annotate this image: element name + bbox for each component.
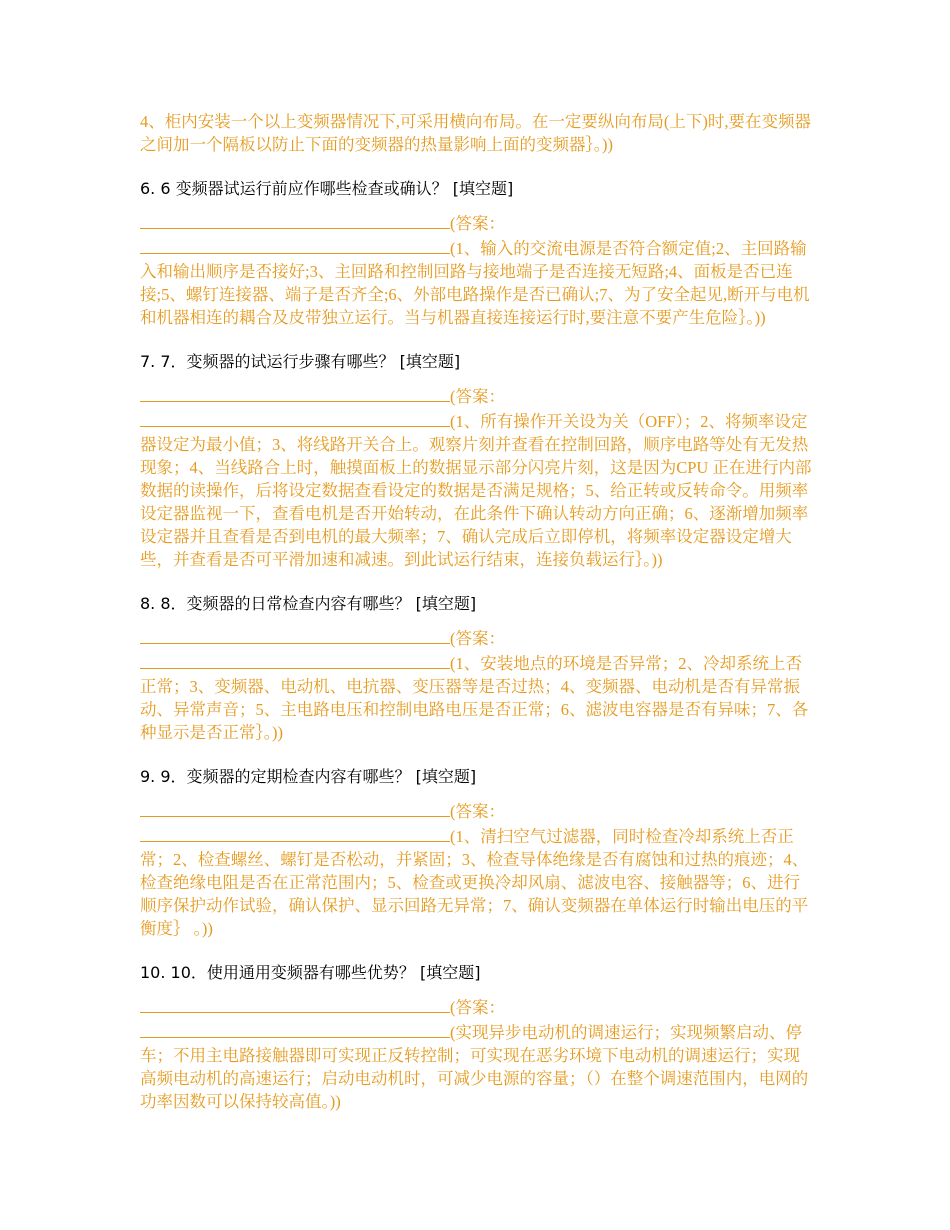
question-title: 9. 9．变频器的定期检查内容有哪些？ [填空题]	[140, 767, 477, 786]
answer-blank[interactable]	[140, 235, 450, 254]
answer-blank[interactable]	[140, 210, 450, 229]
question-title: 10. 10．使用通用变频器有哪些优势？ [填空题]	[140, 963, 481, 982]
document-content	[140, 110, 812, 1113]
answer-blank[interactable]	[140, 823, 450, 842]
answer-blank[interactable]	[140, 650, 450, 669]
answer-block	[140, 625, 812, 744]
answer-block	[140, 798, 812, 940]
question-block	[140, 766, 812, 940]
question-block	[140, 351, 812, 571]
answer-label-line	[140, 210, 812, 235]
answer-blank[interactable]	[140, 408, 450, 427]
question-title: 8. 8．变频器的日常检查内容有哪些？ [填空题]	[140, 594, 477, 613]
answer-block	[140, 994, 812, 1113]
question-title: 7. 7．变频器的试运行步骤有哪些？ [填空题]	[140, 352, 461, 371]
question-block	[140, 962, 812, 1113]
answer-label: (答案：	[450, 629, 505, 648]
intro-paragraph: 4、柜内安装一个以上变频器情况下,可采用横向布局。在一定要纵向布局(上下)时,要在变频器之间加一个隔板以防止下面的变频器的热量影响上面的变频器｝。))	[140, 112, 811, 154]
answer-label-line	[140, 798, 812, 823]
answer-blank[interactable]	[140, 383, 450, 402]
answer-block	[140, 383, 812, 571]
question-block	[140, 178, 812, 329]
answer-text: (1、输入的交流电源是否符合额定值;2、主回路输入和输出顺序是否接好;3、主回路和控制回路与接地端子是否连接无短路;4、面板是否已连接;5、螺钉连接器、端子是否齐全;6、外部电路操作是否已确认;7、为了安全起见,断开与电机和机器相连的耦合及皮带独立运行。当与机器直接连接运行时,要注意不要产生危险｝。))	[140, 239, 810, 327]
answer-label-line	[140, 383, 812, 408]
answer-label-line	[140, 994, 812, 1019]
answer-blank[interactable]	[140, 994, 450, 1013]
answer-text: (1、安装地点的环境是否异常；2、冷却系统上否正常；3、变频器、电动机、电抗器、变压器等是否过热；4、变频器、电动机是否有异常振动、异常声音；5、主电路电压和控制电路电压是否正常；6、滤波电容器是否有异味；7、各种显示是否正常｝。))	[140, 654, 809, 742]
answer-blank[interactable]	[140, 1019, 450, 1038]
answer-text: (1、所有操作开关设为关（OFF）；2、将频率设定器设定为最小值；3、将线路开关合上。观察片刻并查看在控制回路，顺序电路等处有无发热现象；4、当线路合上时，触摸面板上的数据显示部分闪亮片刻，这是因为CPU 正在进行内部数据的读操作，后将设定数据查看设定的数据是否满足规格；5、给正转或反转命令。用频率设定器监视一下，查看电机是否开始转动，在此条件下确认转动方向正确；6、逐渐增加频率设定器并且查看是否到电机的最大频率；7、确认完成后立即停机，将频率设定器设定增大些，并查看是否可平滑加速和减速。到此试运行结束，连接负载运行｝。))	[140, 412, 812, 569]
answer-text: (实现异步电动机的调速运行；实现频繁启动、停车；不用主电路接触器即可实现正反转控制；可实现在恶劣环境下电动机的调速运行；实现高频电动机的高速运行；启动电动机时，可减少电源的容量；（）在整个调速范围内，电网的功率因数可以保持较高值。))	[140, 1023, 809, 1111]
answer-label: (答案：	[450, 802, 505, 821]
answer-text: (1、清扫空气过滤器，同时检查冷却系统上否正常；2、检查螺丝、螺钉是否松动，并紧固；3、检查导体绝缘是否有腐蚀和过热的痕迹；4、检查绝缘电阻是否在正常范围内；5、检查或更换冷却风扇、滤波电容、接触器等；6、进行顺序保护动作试验，确认保护、显示回路无异常；7、确认变频器在单体运行时输出电压的平衡度｝ 。))	[140, 827, 809, 938]
answer-label: (答案：	[450, 214, 505, 233]
answer-label: (答案：	[450, 998, 505, 1017]
answer-label-line	[140, 625, 812, 650]
answer-block	[140, 210, 812, 329]
question-title: 6. 6 变频器试运行前应作哪些检查或确认？ [填空题]	[140, 179, 514, 198]
answer-blank[interactable]	[140, 625, 450, 644]
answer-label: (答案：	[450, 387, 505, 406]
question-block	[140, 593, 812, 744]
answer-blank[interactable]	[140, 798, 450, 817]
